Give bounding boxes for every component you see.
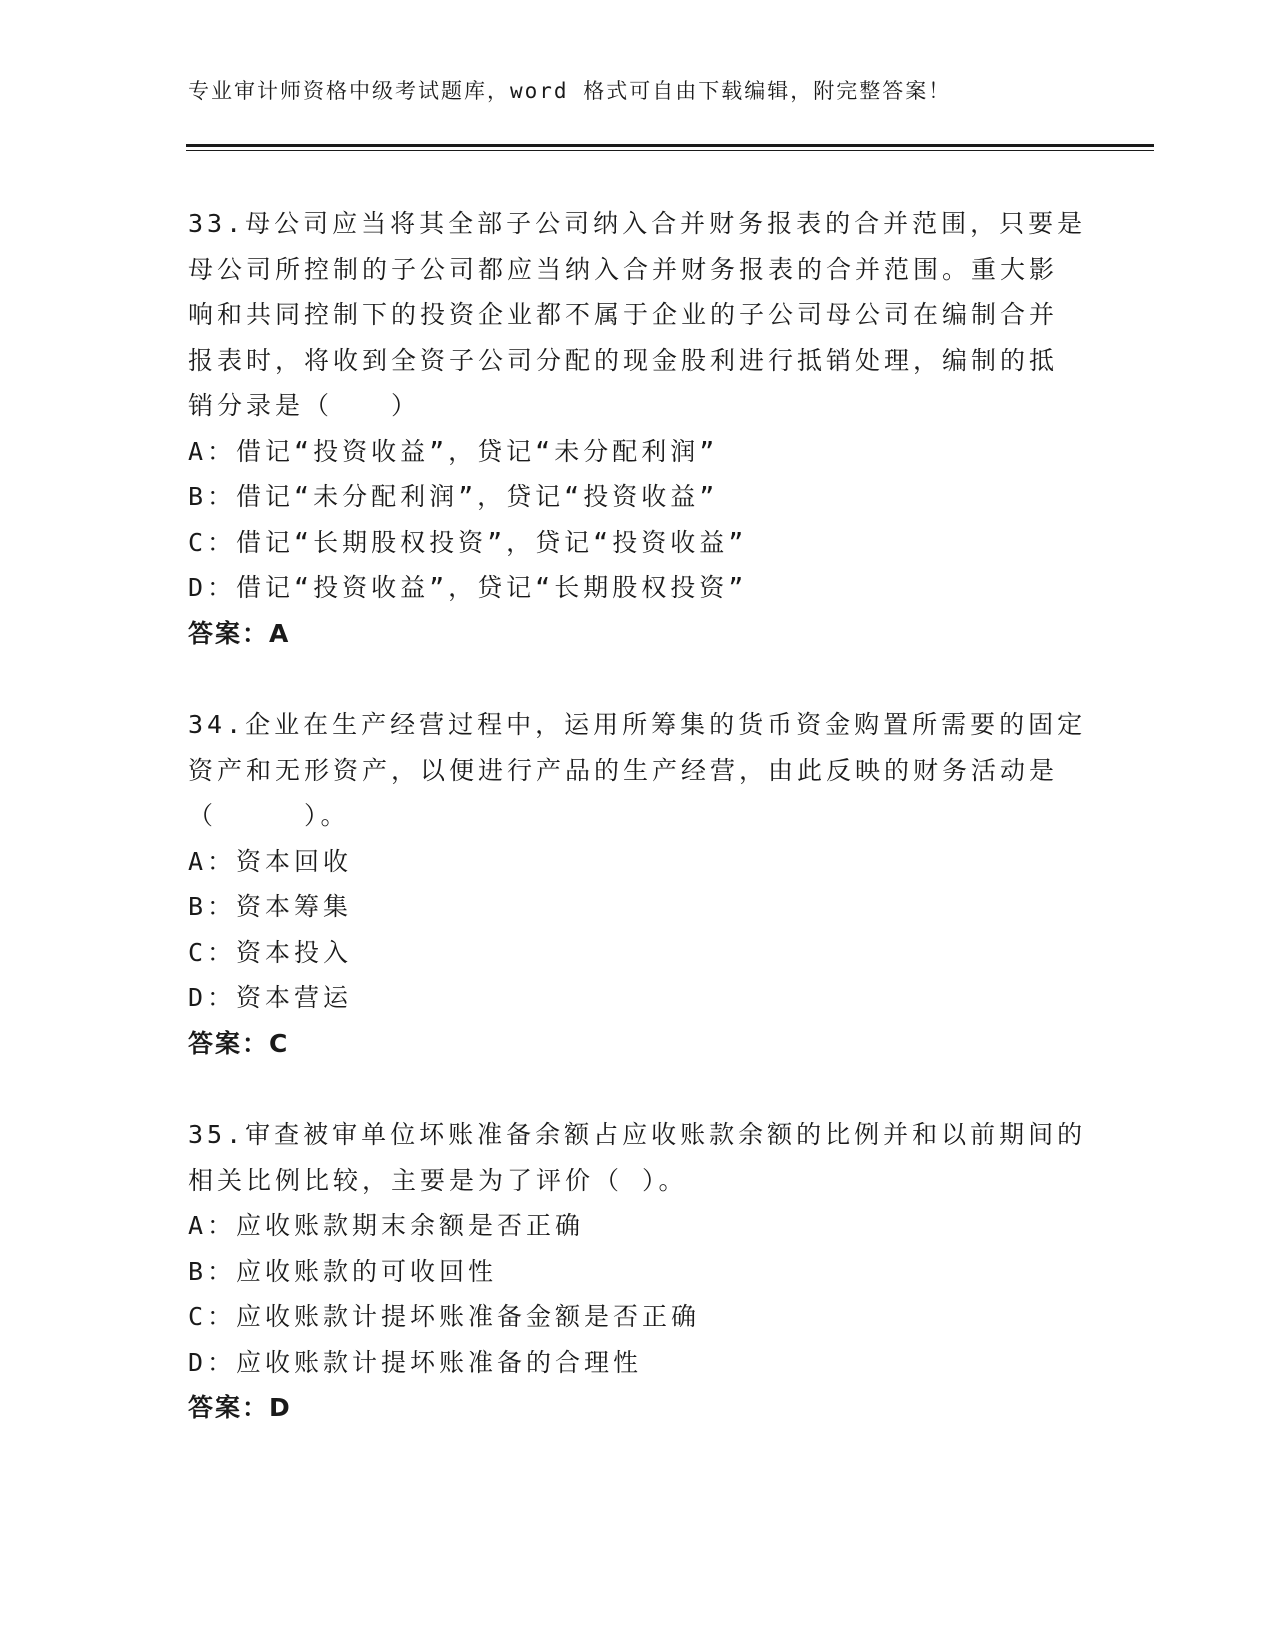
option-a: A：借记“投资收益”，贷记“未分配利润” (188, 436, 719, 466)
question-stem-line: （ ）。 (188, 801, 350, 830)
question-list (188, 201, 1088, 1477)
question-stem-line: 响和共同控制下的投资企业都不属于企业的子公司母公司在编制合并 (188, 300, 1059, 329)
question-stem-line: 34.企业在生产经营过程中，运用所筹集的货币资金购置所需要的固定 (188, 710, 1087, 739)
option-b: B：借记“未分配利润”，贷记“投资收益” (188, 482, 719, 511)
question-33 (188, 201, 1088, 656)
answer-label: 答案：D (188, 1393, 292, 1422)
question-stem-line: 35.审查被审单位坏账准备余额占应收账款余额的比例并和以前期间的 (188, 1120, 1087, 1149)
question-stem-line: 33.母公司应当将其全部子公司纳入合并财务报表的合并范围，只要是 (188, 209, 1087, 238)
option-d: D：借记“投资收益”，贷记“长期股权投资” (188, 573, 748, 602)
option-d: D：资本营运 (188, 983, 353, 1012)
option-c: C：资本投入 (188, 937, 353, 967)
question-stem-line: 报表时，将收到全资子公司分配的现金股利进行抵销处理，编制的抵 (188, 345, 1059, 375)
question-34 (188, 702, 1088, 1066)
question-stem-line: 销分录是（ ） (188, 391, 421, 420)
option-c: C：借记“长期股权投资”，贷记“投资收益” (188, 527, 748, 557)
option-a: A：资本回收 (188, 846, 353, 876)
header-divider (186, 144, 1154, 147)
option-b: B：资本筹集 (188, 892, 353, 921)
option-b: B：应收账款的可收回性 (188, 1256, 498, 1286)
option-c: C：应收账款计提坏账准备金额是否正确 (188, 1302, 701, 1331)
option-d: D：应收账款计提坏账准备的合理性 (188, 1347, 643, 1377)
question-stem-line: 母公司所控制的子公司都应当纳入合并财务报表的合并范围。重大影 (188, 254, 1059, 284)
question-stem-line: 相关比例比较，主要是为了评价（ ）。 (188, 1165, 688, 1195)
header-divider-thin (186, 150, 1154, 151)
answer-label: 答案：C (188, 1028, 290, 1058)
option-a: A：应收账款期末余额是否正确 (188, 1211, 585, 1240)
answer-label: 答案：A (188, 618, 291, 648)
question-35 (188, 1112, 1088, 1431)
question-stem-line: 资产和无形资产，以便进行产品的生产经营，由此反映的财务活动是 (188, 755, 1059, 785)
page-header: 专业审计师资格中级考试题库，word 格式可自由下载编辑，附完整答案！ (188, 79, 952, 103)
